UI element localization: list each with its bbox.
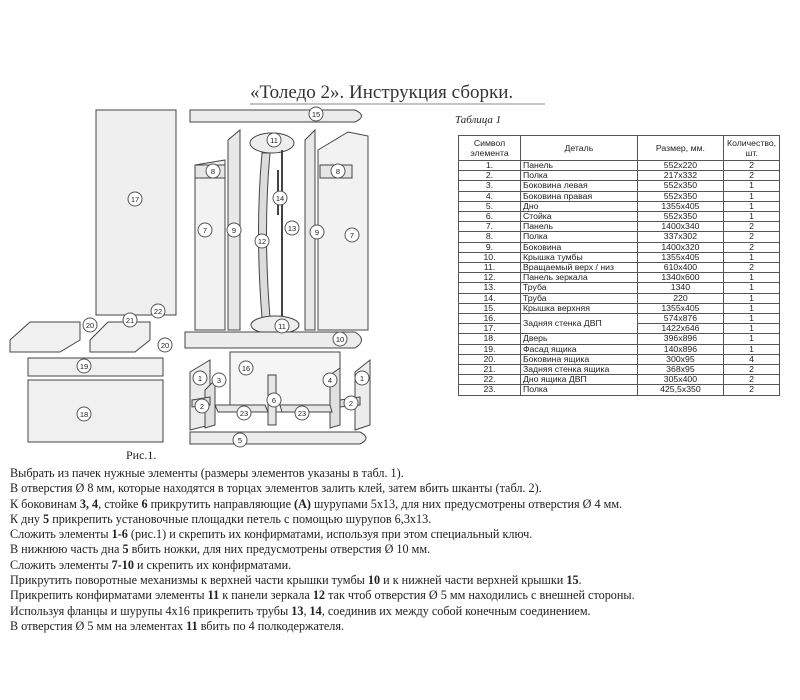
cell-part: Вращаемый верх / низ	[520, 263, 637, 273]
cell-part: Дно	[520, 201, 637, 211]
cell-size: 1355х405	[637, 201, 723, 211]
cell-size: 1400х340	[637, 222, 723, 232]
cell-qty: 2	[724, 171, 780, 181]
cell-symbol: 10.	[459, 252, 521, 262]
table-row	[459, 375, 780, 385]
cell-size: 1400х320	[637, 242, 723, 252]
label-8b: 8	[335, 167, 341, 176]
part-15-top	[190, 110, 362, 122]
cell-size: 552х350	[637, 212, 723, 222]
part-7-left	[195, 160, 225, 330]
label-12: 12	[257, 237, 267, 246]
cell-size: 1340	[637, 283, 723, 293]
instruction-10: Используя фланцы и шурупы 4х16 прикрепить трубы 13, 14, соединив их между собой конечным соединением.	[10, 603, 591, 618]
label-3: 3	[216, 376, 222, 385]
cell-qty: 1	[724, 334, 780, 344]
table-row	[459, 212, 780, 222]
cell-symbol: 1.	[459, 161, 521, 171]
cell-qty: 1	[724, 273, 780, 283]
cell-qty: 1	[724, 303, 780, 313]
label-20a: 20	[85, 321, 95, 330]
cell-part: Панель	[520, 161, 637, 171]
instruction-2: В отверстия Ø 8 мм, которые находятся в торцах элементов залить клей, затем вбить шканты (табл. 2).	[10, 481, 542, 496]
parts-table-body	[459, 161, 780, 396]
label-2b: 2	[348, 399, 354, 408]
label-22: 22	[153, 307, 163, 316]
label-5: 5	[237, 436, 243, 445]
cell-part: Панель зеркала	[520, 273, 637, 283]
table-row	[459, 222, 780, 232]
cell-symbol: 12.	[459, 273, 521, 283]
cell-symbol: 17.	[459, 324, 521, 334]
label-7b: 7	[349, 231, 355, 240]
table-header-row	[459, 136, 780, 161]
table-row	[459, 263, 780, 273]
instruction-7: Сложить элементы 7-10 и скрепить их конфирматами.	[10, 557, 292, 572]
label-11a: 11	[270, 136, 278, 145]
label-11b: 11	[278, 322, 286, 331]
label-9a: 9	[231, 226, 237, 235]
cell-size: 368х95	[637, 365, 723, 375]
figure-caption: Рис.1.	[126, 448, 157, 462]
cell-size: 552х350	[637, 181, 723, 191]
part-5-bottom	[190, 432, 366, 444]
cell-symbol: 19.	[459, 344, 521, 354]
label-10: 10	[335, 335, 345, 344]
table-row	[459, 171, 780, 181]
cell-size: 552х220	[637, 161, 723, 171]
part-21-drawer	[90, 322, 150, 352]
cell-size: 1422х646	[637, 324, 723, 334]
cell-size: 217х332	[637, 171, 723, 181]
cell-size: 305х400	[637, 375, 723, 385]
cell-symbol: 20.	[459, 354, 521, 364]
label-4: 4	[327, 376, 333, 385]
instruction-9: Прикрепить конфирматами элементы 11 к панели зеркала 12 так чтоб отверстия Ø 5 мм находились с внешней стороны.	[10, 588, 635, 603]
table-row	[459, 191, 780, 201]
label-17: 17	[130, 195, 140, 204]
cell-part: Боковина	[520, 242, 637, 252]
instruction-6: В нижнюю часть дна 5 вбить ножки, для них предусмотрены отверстия Ø 10 мм.	[10, 542, 431, 557]
instruction-11: В отверстия Ø 5 мм на элементах 11 вбить по 4 полкодержателя.	[10, 618, 345, 633]
cell-symbol: 4.	[459, 191, 521, 201]
cell-part: Задняя стенка ящика	[520, 365, 637, 375]
instruction-5: Сложить элементы 1-6 (рис.1) и скрепить их конфирматами, используя при этом специальный ключ.	[10, 527, 533, 542]
label-16: 16	[241, 364, 251, 373]
cell-symbol: 3.	[459, 181, 521, 191]
instruction-8: Прикрутить поворотные механизмы к верхней части крышки тумбы 10 и к нижней части верхней крышки 15.	[10, 573, 582, 588]
table-row	[459, 232, 780, 242]
table-row	[459, 161, 780, 171]
label-8a: 8	[210, 167, 216, 176]
instruction-3: К боковинам 3, 4, стойке 6 прикрутить направляющие (А) шурупами 5х13, для них предусмотрены отверстия Ø 4 мм.	[10, 496, 623, 511]
cell-size: 1355х405	[637, 252, 723, 262]
label-18: 18	[79, 410, 89, 419]
cell-qty: 1	[724, 314, 780, 324]
cell-part: Панель	[520, 222, 637, 232]
cell-qty: 2	[724, 232, 780, 242]
table-caption: Таблица 1	[455, 114, 502, 126]
cell-qty: 2	[724, 263, 780, 273]
cell-part: Труба	[520, 293, 637, 303]
page-title: «Толедо 2». Инструкция сборки.	[250, 82, 514, 103]
cell-part: Боковина правая	[520, 191, 637, 201]
label-21: 21	[125, 316, 135, 325]
label-13: 13	[287, 224, 297, 233]
cell-part: Задняя стенка ДВП	[520, 314, 637, 334]
cell-symbol: 6.	[459, 212, 521, 222]
table-row	[459, 314, 780, 324]
cell-qty: 1	[724, 324, 780, 334]
table-row	[459, 252, 780, 262]
table-row	[459, 303, 780, 313]
cell-size: 220	[637, 293, 723, 303]
cell-symbol: 23.	[459, 385, 521, 395]
label-14: 14	[275, 194, 285, 203]
cell-size: 574х876	[637, 314, 723, 324]
cell-symbol: 18.	[459, 334, 521, 344]
cell-qty: 2	[724, 222, 780, 232]
cell-qty: 1	[724, 201, 780, 211]
table-row	[459, 334, 780, 344]
cell-part: Фасад ящика	[520, 344, 637, 354]
cell-part: Полка	[520, 171, 637, 181]
cell-part: Дно ящика ДВП	[520, 375, 637, 385]
table-row	[459, 181, 780, 191]
label-7a: 7	[202, 226, 208, 235]
cell-size: 140х896	[637, 344, 723, 354]
label-19: 19	[79, 362, 89, 371]
label-6: 6	[271, 396, 277, 405]
header-qty: Количество, шт.	[724, 136, 780, 161]
cell-qty: 1	[724, 191, 780, 201]
cell-symbol: 5.	[459, 201, 521, 211]
cell-symbol: 15.	[459, 303, 521, 313]
cell-part: Дверь	[520, 334, 637, 344]
cell-qty: 1	[724, 181, 780, 191]
header-symbol: Символ элемента	[459, 136, 521, 161]
cell-part: Боковина левая	[520, 181, 637, 191]
cell-part: Крышка тумбы	[520, 252, 637, 262]
cell-qty: 1	[724, 293, 780, 303]
cell-size: 300х95	[637, 354, 723, 364]
cell-size: 396х896	[637, 334, 723, 344]
cell-part: Полка	[520, 385, 637, 395]
part-18-door	[28, 380, 163, 442]
table-row	[459, 344, 780, 354]
cell-size: 552х350	[637, 191, 723, 201]
label-23a: 23	[239, 409, 249, 418]
assembly-instructions	[10, 466, 635, 634]
table-row	[459, 242, 780, 252]
part-17-panel	[96, 110, 176, 315]
instruction-4: К дну 5 прикрепить установочные площадки петель с помощью шурупов 6,3х13.	[10, 511, 432, 526]
cell-symbol: 11.	[459, 263, 521, 273]
cell-size: 425,5х350	[637, 385, 723, 395]
cell-size: 1340х600	[637, 273, 723, 283]
part-19-drawer-front	[28, 358, 163, 376]
cell-qty: 4	[724, 354, 780, 364]
cell-symbol: 8.	[459, 232, 521, 242]
cell-part: Боковина ящика	[520, 354, 637, 364]
cell-qty: 2	[724, 161, 780, 171]
part-4-side	[355, 360, 370, 430]
table-row	[459, 365, 780, 375]
cell-symbol: 16.	[459, 314, 521, 324]
instruction-1: Выбрать из пачек нужные элементы (размеры элементов указаны в табл. 1).	[10, 466, 404, 480]
label-2a: 2	[199, 402, 205, 411]
cell-symbol: 21.	[459, 365, 521, 375]
cell-qty: 1	[724, 252, 780, 262]
table-row	[459, 385, 780, 395]
label-20b: 20	[160, 341, 170, 350]
cell-qty: 2	[724, 242, 780, 252]
table-row	[459, 354, 780, 364]
header-part: Деталь	[520, 136, 637, 161]
header-size: Размер, мм.	[637, 136, 723, 161]
table-row	[459, 201, 780, 211]
cell-part: Крышка верхняя	[520, 303, 637, 313]
cell-symbol: 14.	[459, 293, 521, 303]
cell-symbol: 9.	[459, 242, 521, 252]
table-row	[459, 293, 780, 303]
cell-symbol: 13.	[459, 283, 521, 293]
part-7-right	[318, 132, 368, 330]
cell-qty: 1	[724, 283, 780, 293]
cell-size: 337х302	[637, 232, 723, 242]
label-9b: 9	[314, 228, 320, 237]
cell-part: Полка	[520, 232, 637, 242]
label-23b: 23	[297, 409, 307, 418]
table-row	[459, 283, 780, 293]
cell-size: 610х400	[637, 263, 723, 273]
cell-qty: 2	[724, 365, 780, 375]
cell-symbol: 7.	[459, 222, 521, 232]
cell-qty: 1	[724, 212, 780, 222]
cell-symbol: 22.	[459, 375, 521, 385]
cell-qty: 1	[724, 344, 780, 354]
part-20-drawer-left	[10, 322, 80, 352]
label-1a: 1	[197, 374, 203, 383]
parts-table	[458, 135, 780, 396]
cell-qty: 2	[724, 385, 780, 395]
cell-part: Труба	[520, 283, 637, 293]
cell-qty: 2	[724, 375, 780, 385]
label-1b: 1	[359, 374, 365, 383]
cell-size: 1355х405	[637, 303, 723, 313]
label-15: 15	[311, 110, 321, 119]
table-row	[459, 273, 780, 283]
cell-symbol: 2.	[459, 171, 521, 181]
cell-part: Стойка	[520, 212, 637, 222]
